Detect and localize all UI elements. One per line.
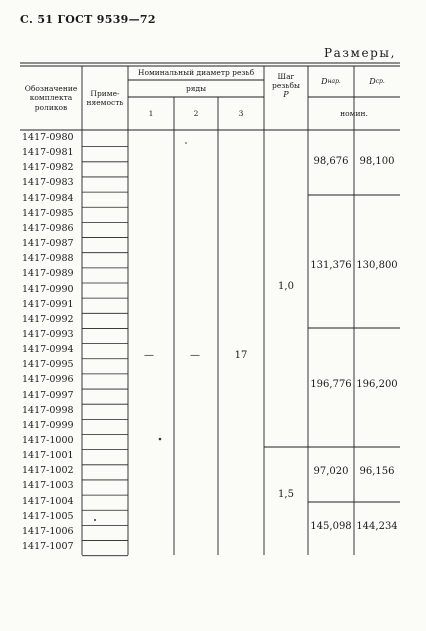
- header-pitch: [264, 66, 308, 106]
- header-nominal-diameter: Номинальный диаметр резьб: [137, 68, 255, 78]
- usage-column-lines: [82, 147, 128, 556]
- header-usage: Приме- няемость: [86, 88, 124, 107]
- designation-code: 1417-0986: [22, 222, 74, 234]
- header-designation: Обозначение комплекта роликов: [24, 83, 78, 112]
- header-nomin: номин.: [340, 108, 368, 118]
- header-rows: ряды: [185, 83, 207, 93]
- d-nar-group-3: 196,776: [310, 379, 352, 390]
- designation-code: 1417-0990: [22, 283, 74, 295]
- d-nar-group-4: 97,020: [313, 466, 349, 477]
- designation-code: 1417-0981: [22, 147, 74, 159]
- designation-code: 1417-1007: [22, 541, 74, 553]
- designation-code: 1417-1000: [22, 435, 74, 446]
- header-row-3: 3: [238, 108, 244, 118]
- designation-code: 1417-1001: [22, 450, 74, 462]
- header-pitch-symbol: P: [283, 90, 289, 100]
- designation-code: 1417-0991: [22, 298, 74, 310]
- header-row-1: 1: [148, 108, 154, 118]
- designation-code: 1417-0982: [22, 162, 74, 174]
- designation-code: 1417-1005: [22, 510, 74, 522]
- header-pitch-label: Шаг резьбы: [272, 71, 300, 90]
- page-header: С. 51 ГОСТ 9539—72: [20, 13, 156, 26]
- designation-code: 1417-0980: [22, 132, 74, 143]
- d-nar-group-2: 131,376: [310, 260, 352, 271]
- designation-code: 1417-0993: [22, 328, 74, 340]
- d-sr-group-1: 98,100: [359, 156, 395, 167]
- designation-code: 1417-1002: [22, 465, 74, 477]
- d-sr-group-5: 144,234: [356, 521, 398, 532]
- designation-code: 1417-0996: [22, 374, 74, 386]
- designation-code: 1417-1006: [22, 525, 74, 537]
- designation-code: 1417-0995: [22, 359, 74, 371]
- designation-code: 1417-0997: [22, 389, 74, 401]
- designation-code: 1417-0994: [22, 344, 74, 356]
- header-d-sr: [354, 66, 400, 97]
- designation-code: 1417-0983: [22, 177, 74, 189]
- header-d-sr-sub: ср.: [375, 78, 385, 85]
- header-d-sr-symbol: D: [369, 77, 376, 86]
- designation-code: 1417-0987: [22, 238, 74, 250]
- row1-dash: —: [144, 350, 154, 361]
- header-d-nar-symbol: D: [321, 77, 328, 86]
- header-row-2: 2: [193, 108, 199, 118]
- designation-code: 1417-0988: [22, 253, 74, 265]
- designation-code: 1417-0984: [22, 192, 74, 204]
- designation-code: 1417-0998: [22, 404, 74, 416]
- designation-code: 1417-1003: [22, 480, 74, 492]
- d-nar-group-5: 145,098: [310, 521, 352, 532]
- pitch-value-2: 1,5: [278, 489, 294, 500]
- designation-code: 1417-0989: [22, 268, 74, 280]
- designation-code: 1417-0992: [22, 313, 74, 325]
- header-d-nar-sub: нар.: [327, 78, 341, 85]
- d-nar-group-1: 98,676: [313, 156, 349, 167]
- header-d-nar: [308, 66, 354, 97]
- pitch-value-1: 1,0: [278, 281, 294, 292]
- d-sr-group-2: 130,800: [356, 260, 398, 271]
- designation-code: 1417-0999: [22, 419, 74, 431]
- d-sr-group-4: 96,156: [359, 466, 395, 477]
- row3-value: 17: [234, 350, 248, 361]
- units-label: Размеры,: [323, 46, 396, 60]
- designation-code: 1417-0985: [22, 207, 74, 219]
- row2-dash: —: [190, 350, 200, 361]
- d-sr-group-3: 196,200: [356, 379, 398, 390]
- designation-code: 1417-1004: [22, 495, 74, 507]
